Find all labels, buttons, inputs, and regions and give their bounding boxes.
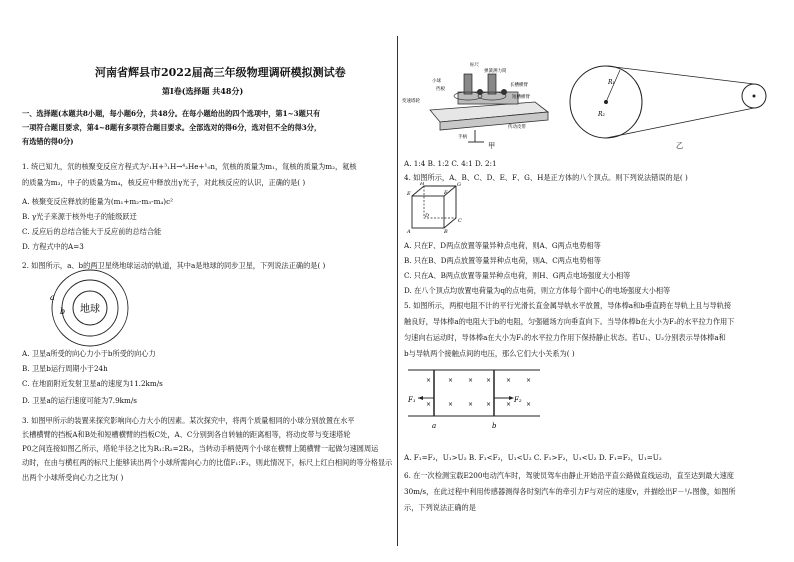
q1-option-c: C. 反应后的总结合能大于反应前的总结合能 [22,227,162,236]
q2-option-b: B. 卫星b运行周期小于24h [22,364,108,373]
vertex-d: D [425,213,430,219]
q3-stem: 长槽横臂的挡板A和B处和短槽横臂的挡板C处，A、C分别到各自转轴的距离相等，将动皮带与变速塔轮 [22,430,351,439]
label-handle: 手柄 [458,135,467,140]
q3-apparatus-figure [400,52,550,144]
svg-text:×: × [448,401,454,408]
label-scale: 标尺 [470,63,479,68]
q4-option-a: A. 只在F、D两点放置等量异种点电荷，则A、G两点电势相等 [404,241,601,250]
svg-text:×: × [426,401,432,408]
q2-option-a: A. 卫星a所受的向心力小于b所受的向心力 [22,349,156,358]
label-ball: 小球 [432,79,441,84]
svg-text:×: × [426,377,432,384]
svg-text:×: × [468,377,474,384]
q3-stem: P0之间连接如图乙所示，塔轮半径之比为R₁:R₂=2R₃，当转动手柄使两个小球在横臂上随横臂一起做匀速圆周运 [22,444,379,453]
orbit-b-label: b [60,307,66,316]
fig3-caption-left: 甲 [488,141,496,150]
svg-text:×: × [448,377,454,384]
svg-text:×: × [526,377,532,384]
label-long-arm: 长槽横臂 [510,83,528,88]
vertex-e: E [407,191,411,197]
right-column [398,0,794,562]
q1-option-b: B. γ光子来源于核外电子的能级跃迁 [22,212,137,221]
q6-stem: 示，下列说法正确的是 [404,503,476,512]
q3-stem: 出两个小球所受向心力之比为( ) [22,473,124,482]
q5-stem: b与导轨两个接触点间的电压，那么它们大小关系为( ) [404,349,575,358]
svg-text:×: × [486,401,492,408]
svg-text:×: × [526,401,532,408]
svg-text:×: × [506,377,512,384]
svg-text:×: × [468,401,474,408]
q3-pulley-figure [558,58,778,140]
earth-label: 地球 [80,304,100,315]
q2-option-d: D. 卫星a的运行速度可能为7.9km/s [22,396,137,405]
fig3-caption-right: 乙 [676,141,684,150]
label-spring: 弹簧测力筒 [484,69,507,74]
q4-stem: 4. 如图所示，A、B、C、D、E、F、G、H是正方体的八个顶点。则下列说法错误的是( ) [404,173,688,182]
q2-option-c: C. 在地面附近发射卫星a的速度为11.2km/s [22,379,163,388]
q4-option-d: D. 在八个顶点均放置电荷量为q的点电荷，则立方体每个面中心的电场强度大小相等 [404,286,671,295]
q3-stem: 3. 如图甲所示的装置来探究影响向心力大小的因素。某次探究中，将两个质量相同的小球分别放置在水平 [22,416,355,425]
vertex-a: A [407,229,411,234]
label-short-arm: 短槽横臂 [512,95,530,100]
r2-label: R₂ [598,111,605,118]
section-heading: 第Ⅰ卷(选择题 共48分) [162,86,244,96]
q5-stem: 触良好，导体棒a的电阻大于b的电阻，匀强磁场方向垂直向下。当导体棒b在大小为F₂的水平拉力作用下 [404,317,735,326]
f2-label: F₂ [514,396,522,404]
orbit-a-label: a [50,293,55,302]
r1-label: R₁ [608,79,615,86]
q1-stem: 的质量为m₃，中子的质量为m₄，核反应中释放出γ光子，对此核反应的认识，正确的是( ) [22,178,306,187]
q4-cube-figure [406,182,466,234]
label-stop: 挡板 [436,87,445,92]
vertex-b: B [444,229,448,234]
instructions-line: 有选错的得0分) [22,137,74,146]
q6-stem: 6. 在一次检测宝载E200电动汽车时，驾驶员驾车由静止开始沿平直公路做直线运动，直至达到最大速度 [404,471,734,480]
vertex-c: C [458,218,462,224]
q5-stem: 5. 如图所示，两根电阻不计的平行光滑长直金属导轨水平放置，导体棒a和b垂直跨在导轨上且与导轨接 [404,301,732,310]
q1-option-d: D. 方程式中的A=3 [22,242,84,251]
instructions-line: 一、选择题(本题共8小题，每小题6分，共48分。在每小题给出的四个选项中，第1~3题只有 [22,109,321,118]
vertex-g: G [457,182,461,188]
q2-stem: 2. 如图所示，a、b的两卫星绕地球运动的轨道，其中a是地球的同步卫星，下列说法正确的是( ) [22,261,326,270]
q5-rail-figure [404,366,544,432]
q1-stem: 1. 统已知九，氘的核聚变反应方程式为²₁H+³₁H→⁴₂He+¹₀n，氘核的质量为m₁，氚核的质量为m₂，氦核 [22,162,357,171]
rod-a-label: a [432,422,437,430]
svg-text:×: × [486,377,492,384]
q2-orbit-figure [20,268,160,348]
label-gear: 变速塔轮 [402,99,420,104]
q3-stem: 动时，在由与横杠两的标尺上能够读出两个小球所需向心力的比值F₁:F₂，则此情况下，标尺上红白相间的等分格显示 [22,458,393,467]
q3-options: A. 1:4 B. 1:2 C. 4:1 D. 2:1 [404,159,497,168]
f1-label: F₁ [408,396,416,404]
page-title: 河南省辉县市2022届高三年级物理调研模拟测试卷 [95,66,346,79]
rod-b-label: b [492,422,497,430]
q6-stem: 30m/s，在此过程中利用传感器测得各时刻汽车的牵引力F与对应的速度v，并描绘出F－¹/ᵥ图像，如图所 [404,487,736,496]
q4-option-b: B. 只在B、D两点放置等量异种点电荷，则A、C两点电势相等 [404,256,601,265]
q5-stem: 匀速向右运动时，导体棒a在大小为F₁的水平拉力作用下保持静止状态。若U₁、U₂分别表示导体棒a和 [404,333,726,342]
instructions-line: 一项符合题目要求，第4~8题有多项符合题目要求。全部选对的得6分，选对但不全的得3分， [22,123,322,132]
q5-options: A. F₁=F₂，U₁>U₂ B. F₁<F₂，U₁<U₂ C. F₁>F₂，U₁<U₂ D. F₁=F₂，U₁=U₂ [404,453,662,462]
q4-option-c: C. 只在A、B两点放置等量异种点电荷，则H、G两点电场强度大小相等 [404,271,631,280]
q1-option-a: A. 核聚变反应释放的能量为(m₁+m₂-m₃-m₄)c² [22,197,174,206]
vertex-f: F [444,190,448,196]
svg-text:×: × [506,401,512,408]
label-belt: 传动皮带 [508,125,526,130]
vertex-h: H [420,182,425,187]
